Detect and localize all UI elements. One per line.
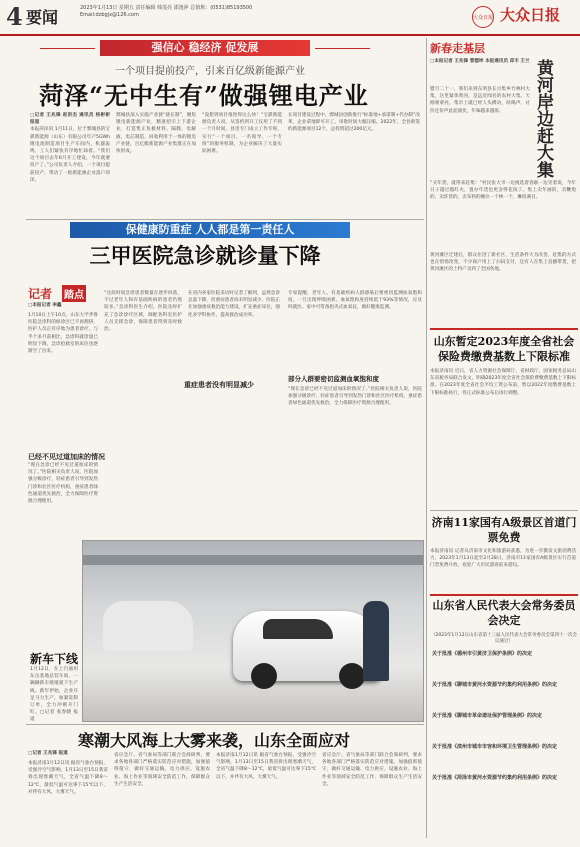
bottom-column-3 <box>216 752 316 842</box>
right-news-headline-1[interactable]: 山东暂定2023年度全省社会保险费缴费基数上下限标准 <box>433 335 575 363</box>
section-title: 要闻 <box>26 8 59 27</box>
second-column-2 <box>104 290 182 534</box>
right-rule <box>430 594 578 596</box>
news-photo[interactable] <box>82 540 424 722</box>
second-subhead-1: 已经不见过道加床的情况 <box>28 453 105 461</box>
feature-paragraph: 腊月二十一，我们来到东明县长兴集乡竹林村大集，这里紧邻黄河，是远近闻名的农村大集。天刚蒙蒙亮，集市上就已经人头攒动，吆喝声、讨价还价声此起彼伏，年味越来越浓。 <box>430 87 530 114</box>
decision-item[interactable]: 关于批准《菏泽市黄河水资源节约集约利用条例》的决定 <box>432 775 558 781</box>
lead-column-2 <box>116 112 196 216</box>
second-paragraph: 1月10日上午10点，山东大学齐鲁医院急诊科的候诊区已不再拥挤，医护人员正有序地为患者诊疗。与半个多月前相比，急诊科就诊量已明显下降，急诊抢救室的床位也逐渐空了出来。 <box>28 313 98 355</box>
feature-column-2 <box>430 180 576 250</box>
lead-byline: □记者 王兆锋 赵洪杰 通讯员 杨彬彬 报道 <box>30 113 110 126</box>
second-column-4b <box>288 386 422 534</box>
lead-paragraph: 鄄城县深入实施产业链“链长制”，聚焦锂电新能源产业，精准招引上下游企业，打造集正负极材料、隔膜、电解液、电芯制造、回收利用于一体的锂电产业链，百亿级新能源产业集群正在加快形成。 <box>116 113 196 155</box>
section-rule <box>26 219 424 220</box>
bottom-column-1 <box>28 760 108 842</box>
decision-item[interactable]: 关于批准《聊城市黄河水资源节约集约利用条例》的决定 <box>432 682 558 688</box>
decision-list <box>432 650 576 781</box>
lead-column-1 <box>30 112 110 216</box>
lead-headline[interactable]: 菏泽“无中生有”做强锂电产业 <box>39 81 369 110</box>
banner-right-rule <box>315 48 370 49</box>
second-subhead-2: 重症患者没有明显减少 <box>184 381 254 389</box>
decision-item[interactable]: 关于批准《滨州市城市市容和环境卫生管理条例》的决定 <box>432 744 558 750</box>
decision-item[interactable]: 关于批准《聊城市革命遗址保护管理条例》的决定 <box>432 713 543 719</box>
banner-left-rule <box>40 48 95 49</box>
car-shape <box>233 611 383 681</box>
column-box: 踏点 <box>62 285 86 302</box>
second-column-1 <box>28 312 98 450</box>
page-number: 4 <box>6 2 23 31</box>
newspaper-seal-icon: 大众日报 <box>472 6 494 28</box>
right-news-body-1: 本报济南讯 近日，省人力资源社会保障厅、省财政厅、国家税务总局山东省税务局联合发文，明确2023年度全省社会保险费缴费基数上下限标准。在2023年度全省社会平均工资公布前，暂以2022年度缴费基数上下限标准执行，待正式标准公布后再行调整。 <box>430 369 576 396</box>
right-rule <box>430 328 578 330</box>
second-paragraph: “现在急诊已经不见过道加床的情况了。”医院相关负责人说，医院加强分级诊疗，轻症患者引导到发热门诊和社区医疗机构，重症患者绿色通道优先救治，全力保障医疗资源合理使用。 <box>28 463 98 505</box>
bottom-paragraph: 省应急厅、省气象局等部门联合会商研判，要求各地各部门严格落实防范应对措施，加强值班值守，做好交通运输、电力供应、设施农业、海上作业等领域安全防范工作，保障群众生产生活安全。 <box>322 753 422 787</box>
car-shape <box>103 601 193 651</box>
second-column-1b <box>28 462 98 532</box>
conveyor-rail <box>83 555 423 565</box>
feature-title[interactable] <box>532 48 568 188</box>
second-paragraph: “这段时间急诊患者数量在逐步回落，不过老年人和有基础疾病的患者仍然较多。”急诊科医生介绍，医院及时扩充了急诊诊疗区域，调配各科室医护人员支援急诊，保障患者得到及时救治。 <box>104 291 182 333</box>
right-rule <box>430 510 578 511</box>
feature-paragraph: 黄河滩区迁建后，群众住进了新社区，生活条件大为改善，赶集的方式也在悄悄改变，不少商户用上了扫码支付，还有人在集上直播带货，把黄河滩区的土特产卖到了全国各地。 <box>430 253 576 273</box>
decision-item[interactable]: 关于批准《德州市引黄济卫保护条例》的决定 <box>432 651 533 657</box>
second-column-3 <box>188 290 280 374</box>
column-divider <box>426 38 427 838</box>
bottom-paragraph: 本报济南1月12日讯 据省气象台预报，受强冷空气影响，1月13日至15日我省将出现寒潮天气，全省气温下降8～12℃，最低气温可达零下15℃以下，并伴有大风、大雾天气。 <box>216 753 316 780</box>
lead-kicker: 一个项目提前投产，引来百亿级新能源产业 <box>115 66 305 77</box>
right-news-headline-3[interactable]: 山东省人民代表大会常务委员会决定 <box>432 599 576 627</box>
bottom-byline: □记者 王兆锋 报道 <box>28 751 68 756</box>
bottom-column-4 <box>322 752 422 842</box>
photo-caption: 1月12日，在上汽通用东岳基地总装车间，一辆辆新车缓缓驶下生产线。新年伊始，企业开足马力生产，加紧赶制订单，全力冲刺开门红。□记者 张春晓 报道 <box>30 667 78 723</box>
lead-paragraph: 本报菏泽讯 1月11日，位于鄄城县的宝骐新能源（山东）有限公司年产5GWh锂电池制造项目生产车间内，机器轰鸣，工人们紧张有序地忙碌着。“我们这个项目去年6月开工建设，今年就要投产了。”公司负责人介绍，一个项目提前投产，带动了一批新能源企业落户菏泽。 <box>30 127 110 183</box>
second-byline: □本报记者 李鑫 <box>28 303 62 308</box>
bottom-paragraph: 本报济南1月12日讯 据省气象台预报，受强冷空气影响，1月13日至15日我省将出现寒潮天气，全省气温下降8～12℃，最低气温可达零下15℃以下，并伴有大风、大雾天气。 <box>28 761 108 795</box>
second-paragraph: “现在急诊已经不见过道加床的情况了。”医院相关负责人说，医院加强分级诊疗，轻症患者引导到发热门诊和社区医疗机构，重症患者绿色通道优先救治，全力保障医疗资源合理使用。 <box>288 387 422 407</box>
worker-figure <box>363 601 389 681</box>
section-rule <box>26 724 424 725</box>
right-news-body-2: 本报济南讯 记者从济南市文化和旅游局获悉，为进一步激发文旅消费活力，2023年1月13日起至2月28日，济南市11家国有A级景区实行首道门票免费开放，欢迎广大市民游客前来游玩。 <box>430 549 576 569</box>
second-column-4 <box>288 290 422 370</box>
lead-column-4 <box>288 112 420 216</box>
feature-paragraph: “买年货，就得来赶集！”村民张大爷一边挑选着春联一边笑着说，今年日子越过越红火，置办年货也更舍得花钱了。集上卖年画的、卖鞭炮的、卖炸货的、卖布料的摊位一个挨一个，琳琅满目。 <box>430 181 576 201</box>
issue-line: 2023年1月13日 星期五 责任编辑 韩茂亮 邵逸萍 总值班：(0531)85193500 Email:dzbgjx@126.com <box>80 5 253 18</box>
lead-paragraph: “没想到项目推进得这么快！”宝骐新能源负责人说，从签约到开工仅用了不到一个月时间，县里专门成立工作专班，实行“一个项目、一名领导、一个专班”的服务机制，为企业解决了大量实际困难。 <box>202 113 282 155</box>
feature-byline: □本报记者 王兆锋 管德坤 本报通讯员 邱丰 王兰 <box>430 59 530 64</box>
theme-banner: 强信心 稳经济 促发展 <box>100 40 310 56</box>
lead-column-3 <box>202 112 282 216</box>
feature-column-3 <box>430 252 576 322</box>
feature-tag: 新春走基层 <box>430 42 485 55</box>
photo-title: 新车下线 <box>30 652 79 666</box>
newspaper-logo: 大众日报 <box>500 6 561 24</box>
second-paragraph: 在省内多家医院采访时记者了解到，虽然急诊总量下降，但重症患者尚未明显减少，医院正在加强重症救治能力建设，扩充重症床位，强化多学科协作，提高救治成功率。 <box>188 291 280 318</box>
feature-title-text: 黄河岸边赶大集 <box>533 58 553 178</box>
bottom-headline[interactable]: 寒潮大风海上大雾来袭，山东全面应对 <box>77 731 350 750</box>
right-news-subline: （2023年1月12日山东省第十三届人民代表大会常务委员会第四十一次会议通过） <box>430 633 578 644</box>
second-paragraph: 专家提醒，老年人、有基础疾病人群感染后要密切监测血氧饱和度，一旦出现呼吸困难、血氧饱和度持续低于93%等情况，应及时就医。家中可常备指夹式血氧仪，做好健康监测。 <box>288 291 422 311</box>
second-subhead-3: 部分人群要密切监测血氧饱和度 <box>288 375 379 383</box>
second-headline[interactable]: 三甲医院急诊就诊量下降 <box>89 243 321 268</box>
lead-paragraph: 在项目建设过程中，鄄城县创新推行“标准地+承诺制+代办制”改革，企业拿地即可开工，审批时间大幅压缩。2022年，全县新签约新能源项目12个，总投资超过200亿元。 <box>288 113 420 133</box>
bottom-column-2 <box>114 752 210 842</box>
health-banner: 保健康防重症 人人都是第一责任人 <box>70 222 350 238</box>
right-news-headline-2[interactable]: 济南11家国有A级景区首道门票免费 <box>431 516 577 544</box>
bottom-paragraph: 省应急厅、省气象局等部门联合会商研判，要求各地各部门严格落实防范应对措施，加强值班值守，做好交通运输、电力供应、设施农业、海上作业等领域安全防范工作，保障群众生产生活安全。 <box>114 753 210 787</box>
feature-column-1 <box>430 86 530 176</box>
column-tag: 记者 <box>28 287 53 301</box>
